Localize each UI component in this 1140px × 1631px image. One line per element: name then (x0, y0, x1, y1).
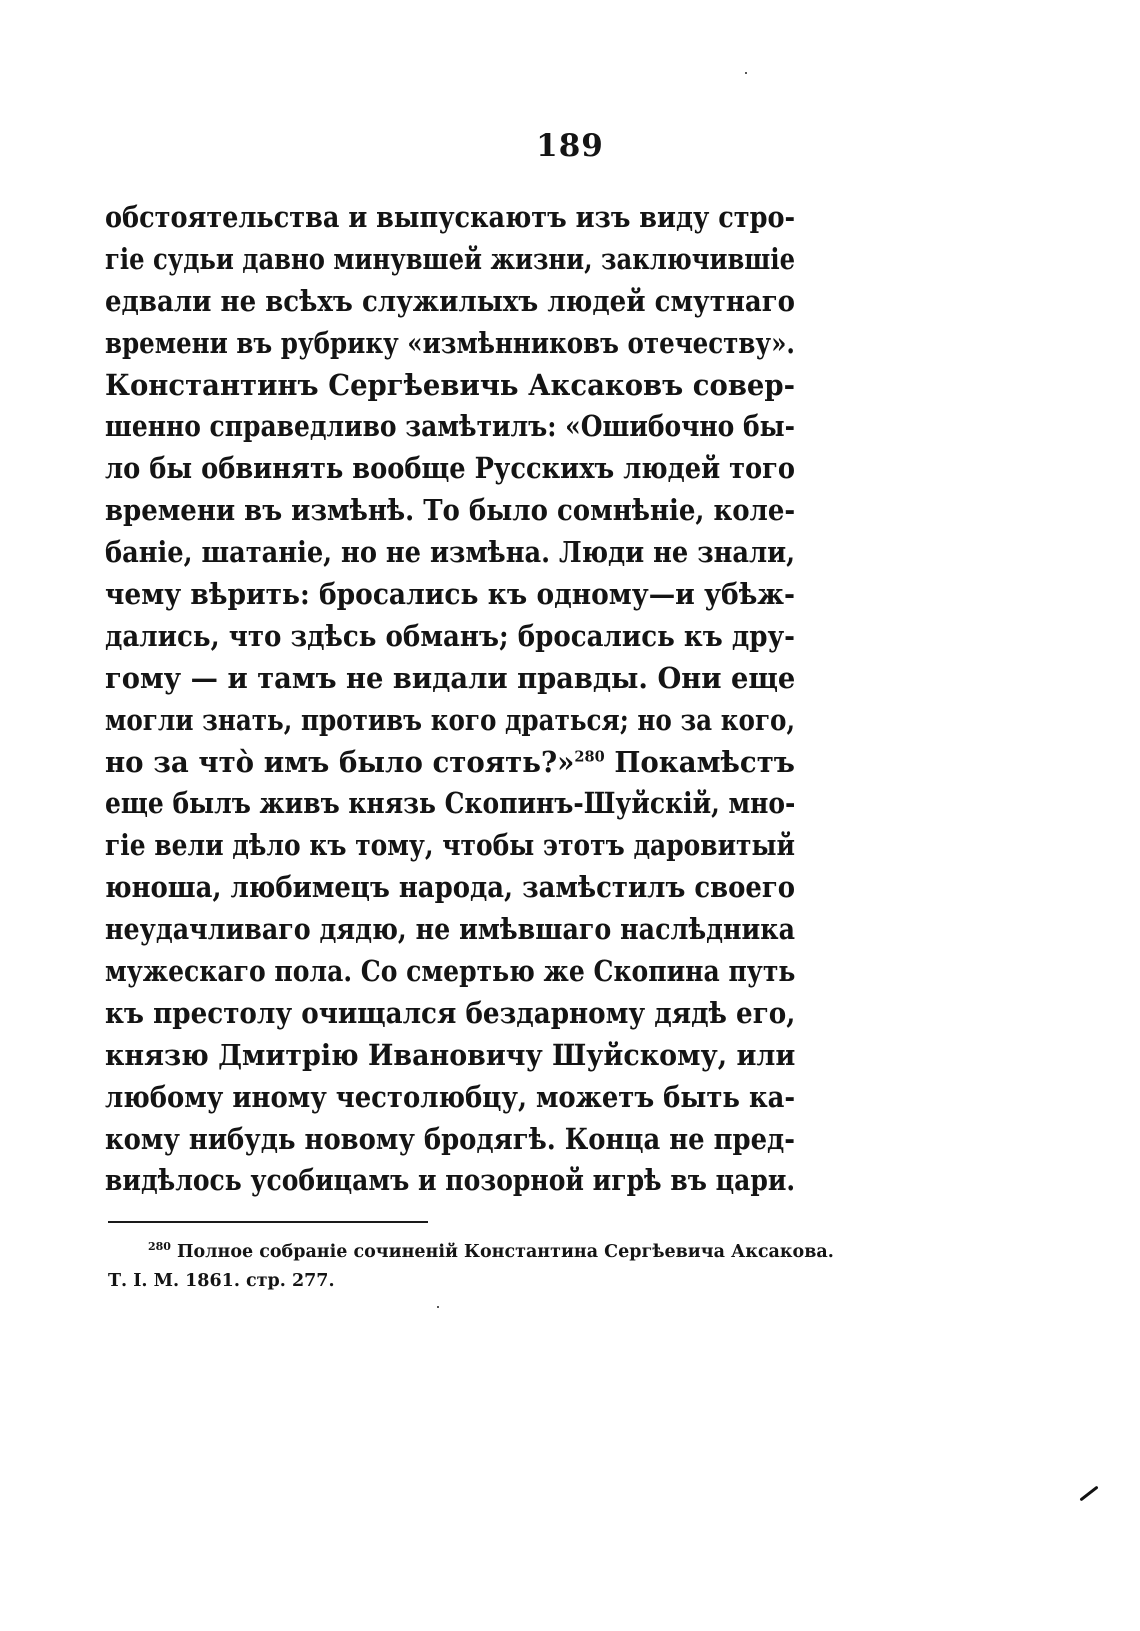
text-line: шенно справедливо замѣтилъ: «Ошибочно бы- (105, 409, 796, 444)
text-line: къ престолу очищался бездарному дядѣ его, (105, 995, 796, 1030)
text-line: гіе вели дѣло къ тому, чтобы этотъ даровитый (105, 828, 795, 863)
text-line: гому — и тамъ не видали правды. Они еще (105, 660, 796, 695)
scan-mark (1079, 1486, 1098, 1502)
text-line: едвали не всѣхъ служилыхъ людей смутнаго (105, 283, 796, 318)
text-line: юноша, любимецъ народа, замѣстилъ своего (105, 870, 796, 905)
text-line: любому иному честолюбцу, можетъ быть ка- (105, 1079, 796, 1114)
footnote-line (108, 1238, 834, 1267)
text-line: гіе судьи давно минувшей жизни, заключившіе (105, 241, 795, 276)
text-line: видѣлось усобицамъ и позорной игрѣ въ цари. (105, 1163, 796, 1198)
text-line: могли знать, противъ кого драться; но за кого, (105, 702, 796, 737)
text-line: времени въ измѣнѣ. То было сомнѣніе, коле- (105, 493, 796, 528)
footnote-divider (108, 1221, 428, 1223)
footnote-reference: 280 (574, 747, 605, 766)
page-number: 189 (536, 128, 604, 164)
text-line: ло бы обвинять вообще Русскихъ людей того (105, 451, 796, 486)
text-line: мужескаго пола. Со смертью же Скопина путь (105, 954, 796, 989)
text-line: чему вѣрить: бросались къ одному—и убѣж- (105, 577, 796, 612)
footnote (108, 1238, 834, 1296)
text-line: времени въ рубрику «измѣнниковъ отечеству». (105, 325, 795, 360)
footnote-number: 280 (148, 1240, 171, 1254)
text-line-tail: Покамѣстъ (614, 744, 795, 779)
text-line: Константинъ Сергѣевичь Аксаковъ совер- (105, 367, 796, 402)
scan-speck (437, 1306, 439, 1308)
text-line-head: но за что̀ имъ было стоять?» (105, 744, 575, 779)
text-line: обстоятельства и выпускаютъ изъ виду стро- (105, 200, 796, 234)
scan-speck (745, 72, 747, 74)
footnote-text: Полное собраніе сочиненій Константина Сергѣевича Аксакова. (176, 1242, 834, 1262)
text-line: князю Дмитрію Ивановичу Шуйскому, или (105, 1037, 796, 1072)
footnote-line: Т. I. М. 1861. стр. 277. (108, 1271, 335, 1291)
text-line-with-footnote-ref (105, 742, 795, 784)
text-line: еще былъ живъ князь Скопинъ-Шуйскій, мно- (105, 786, 796, 821)
body-text (105, 197, 795, 1202)
text-line: дались, что здѣсь обманъ; бросались къ дру- (105, 618, 795, 653)
text-line: неудачливаго дядю, не имѣвшаго наслѣдника (105, 912, 795, 947)
text-line: баніе, шатаніе, но не измѣна. Люди не знали, (105, 535, 796, 570)
text-line: кому нибудь новому бродягѣ. Конца не пред- (105, 1121, 795, 1156)
